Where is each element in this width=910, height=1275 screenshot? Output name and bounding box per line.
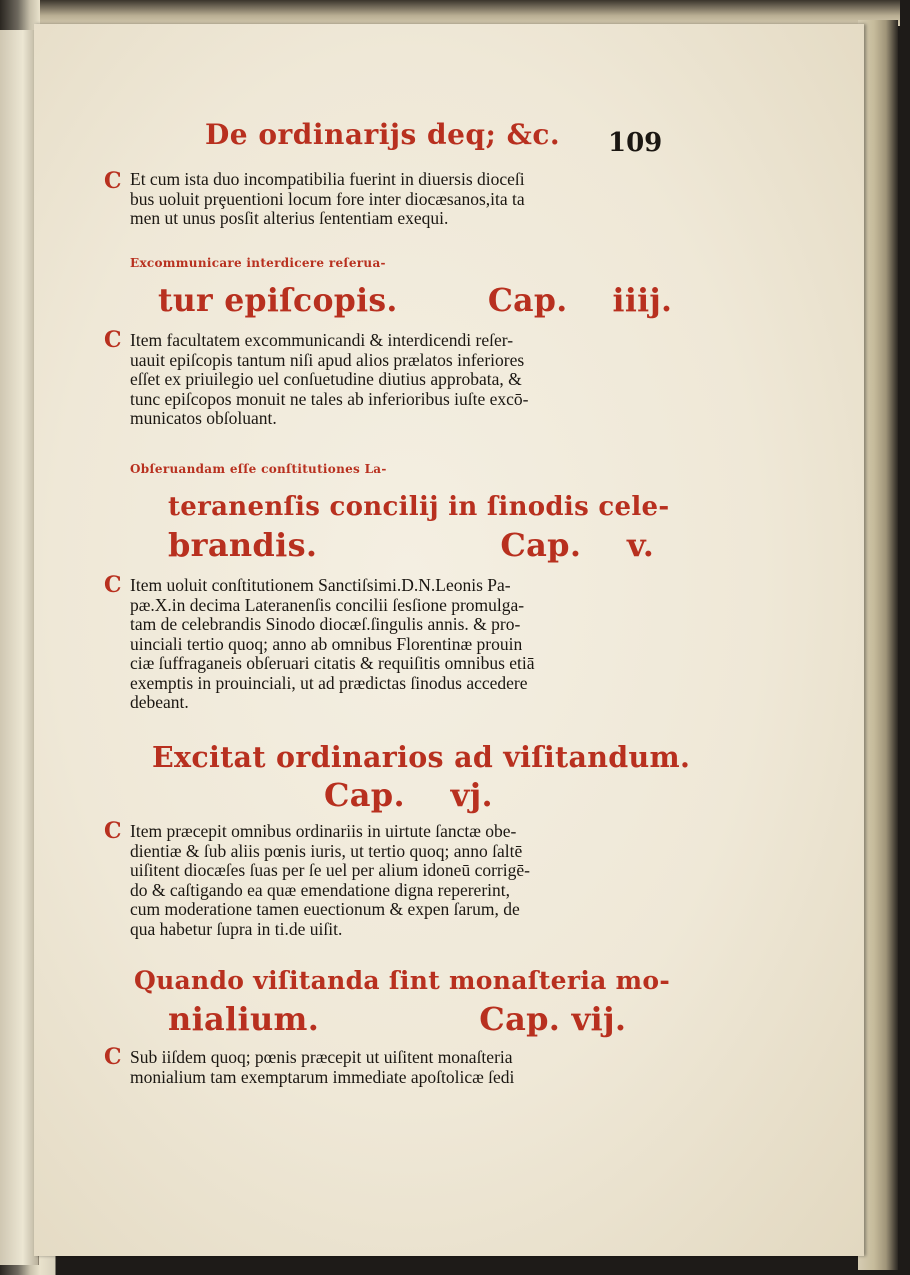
text-line: pæ.X.in decima Lateranenſis concilii ſesſione promulga- <box>130 594 525 615</box>
heading-line: Obſeruandam eſſe conſtitutiones La- <box>130 462 387 476</box>
chapter-heading <box>134 962 670 1038</box>
text-line: bus uoluit prȩuentioni locum fore inter diocæsanos,ita ta <box>130 188 525 209</box>
heading-line: nialium. Cap. vij. <box>168 1000 627 1038</box>
chapter-paragraph <box>130 576 670 713</box>
heading-line: Excitat ordinarios ad viſitandum. <box>152 740 691 774</box>
paragraph-mark: C <box>104 327 122 353</box>
heading-line: Excommunicare interdicere reſerua- <box>130 256 386 270</box>
heading-line: Cap. vj. <box>324 776 493 814</box>
heading-line: teranenſis concilij in ſinodis cele- <box>168 492 670 522</box>
text-line: debeant. <box>130 692 189 712</box>
heading-line: Quando viſitanda ſint monaſteria mo- <box>134 966 671 995</box>
text-line: ciæ ſuffraganeis obſeruari citatis & requiſitis omnibus etiā <box>130 653 535 673</box>
intro-paragraph <box>130 170 670 229</box>
text-line: municatos obſoluant. <box>130 408 277 428</box>
heading-line: tur epiſcopis. Cap. iiij. <box>158 282 673 319</box>
text-line: exemptis in prouinciali, ut ad prædictas ſinodus accedere <box>130 672 528 693</box>
chapter-heading <box>152 738 690 814</box>
text-line: Item facultatem excommunicandi & interdicendi reſer- <box>130 330 514 350</box>
folio-number: 109 <box>608 128 663 158</box>
chapter-heading <box>130 450 669 564</box>
text-line: uauit epiſcopis tantum niſi apud alios prælatos inferiores <box>130 349 525 370</box>
running-head: De ordinarijs deq; &c. <box>205 118 561 151</box>
text-line: do & caſtigando ea quæ emendatione digna repererint, <box>130 879 511 900</box>
text-line: cum moderatione tamen euectionum & expen ſarum, de <box>130 899 520 919</box>
chapter-paragraph <box>130 331 670 429</box>
text-line: Et cum ista duo incompatibilia fuerint in diuersis dioceſi <box>130 169 525 189</box>
chapter-paragraph <box>130 1048 670 1087</box>
text-line: Item præcepit omnibus ordinariis in uirtute ſanctæ obe- <box>130 821 517 841</box>
text-line: men ut unus posſit alterius ſententiam exequi. <box>130 208 449 228</box>
chapter-paragraph <box>130 822 670 939</box>
text-line: tunc epiſcopos monuit ne tales ab inferioribus iuſte excō- <box>130 388 529 409</box>
paragraph-mark: C <box>104 168 122 194</box>
paragraph-mark: C <box>104 818 122 844</box>
text-line: qua habetur ſupra in ti.de uiſit. <box>130 918 343 939</box>
text-line: tam de celebrandis Sinodo diocæſ.ſingulis annis. & pro- <box>130 614 521 634</box>
heading-line: brandis. Cap. v. <box>168 526 655 564</box>
chapter-heading <box>130 244 672 320</box>
text-line: Item uoluit conſtitutionem Sanctiſsimi.D.N.Leonis Pa- <box>130 575 511 595</box>
text-line: eſſet ex priuilegio uel conſuetudine diutius approbata, & <box>130 369 522 389</box>
text-line: uinciali tertio quoq; anno ab omnibus Florentinæ prouin <box>130 633 523 654</box>
text-line: uiſitent diocæſes ſuas per ſe uel per alium idoneū corrigē- <box>130 860 530 880</box>
text-line: dientiæ & ſub aliis pœnis iuris, ut tertio quoq; anno ſaltē <box>130 840 523 861</box>
text-line: monialium tam exemptarum immediate apoſtolicæ ſedi <box>130 1066 515 1087</box>
paragraph-mark: C <box>104 1044 122 1070</box>
paragraph-mark: C <box>104 572 122 598</box>
text-line: Sub iiſdem quoq; pœnis præcepit ut uiſitent monaſteria <box>130 1047 513 1067</box>
